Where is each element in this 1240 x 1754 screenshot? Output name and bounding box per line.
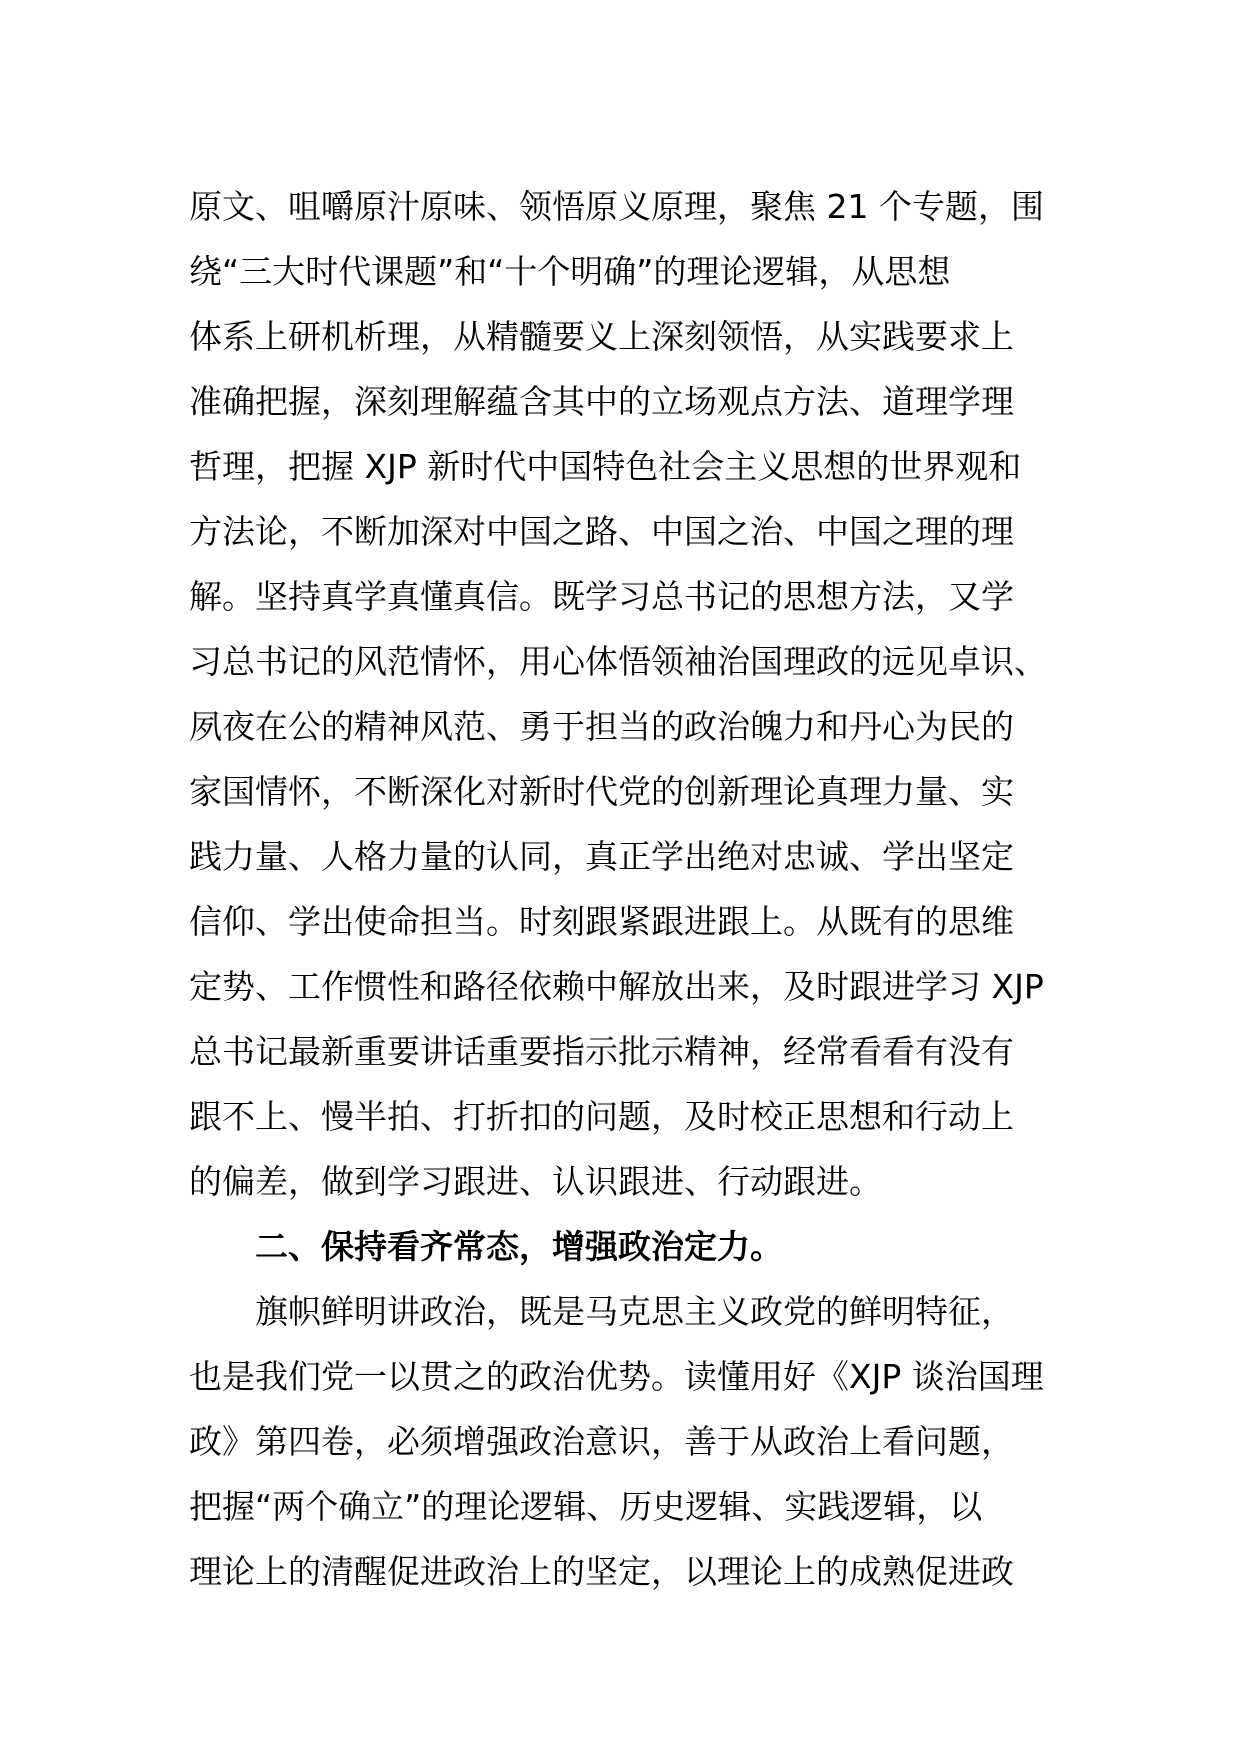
text-line: 夙夜在公的精神风范、勇于担当的政治魄力和丹心为民的	[189, 707, 1014, 746]
text-line: 的偏差，做到学习跟进、认识跟进、行动跟进。	[189, 1162, 882, 1201]
text-line: 家国情怀，不断深化对新时代党的创新理论真理力量、实	[189, 772, 1014, 811]
text-line: 体系上研机析理，从精髓要义上深刻领悟，从实践要求上	[189, 317, 1014, 356]
text-line: 践力量、人格力量的认同，真正学出绝对忠诚、学出坚定	[189, 837, 1014, 876]
text-line: 总书记最新重要讲话重要指示批示精神，经常看看有没有	[189, 1032, 1014, 1071]
paragraph-first-line: 旗帜鲜明讲政治，既是马克思主义政党的鲜明特征，	[255, 1292, 1014, 1331]
text-line: 解。坚持真学真懂真信。既学习总书记的思想方法，又学	[189, 577, 1014, 616]
text-line: 绕“三大时代课题”和“十个明确”的理论逻辑，从思想	[189, 252, 951, 291]
text-line: 习总书记的风范情怀，用心体悟领袖治国理政的远见卓识、	[189, 642, 1047, 681]
text-line: 政》第四卷，必须增强政治意识，善于从政治上看问题，	[189, 1422, 1014, 1461]
section-heading: 二、保持看齐常态，增强政治定力。	[255, 1227, 783, 1266]
text-line: 跟不上、慢半拍、打折扣的问题，及时校正思想和行动上	[189, 1097, 1014, 1136]
text-line: 原文、咀嚼原汁原味、领悟原义原理，聚焦 21 个专题，围	[189, 187, 1044, 226]
text-line: 方法论，不断加深对中国之路、中国之治、中国之理的理	[189, 512, 1014, 551]
text-line: 哲理，把握 XJP 新时代中国特色社会主义思想的世界观和	[189, 447, 1022, 486]
text-line: 准确把握，深刻理解蕴含其中的立场观点方法、道理学理	[189, 382, 1014, 421]
text-line: 定势、工作惯性和路径依赖中解放出来，及时跟进学习 XJP	[189, 967, 1044, 1006]
text-line: 把握“两个确立”的理论逻辑、历史逻辑、实践逻辑，以	[189, 1487, 983, 1526]
text-line: 信仰、学出使命担当。时刻跟紧跟进跟上。从既有的思维	[189, 902, 1014, 941]
text-line: 也是我们党一以贯之的政治优势。读懂用好《XJP 谈治国理	[189, 1357, 1044, 1396]
text-line: 理论上的清醒促进政治上的坚定，以理论上的成熟促进政	[189, 1552, 1014, 1591]
body-text	[189, 174, 1074, 1604]
